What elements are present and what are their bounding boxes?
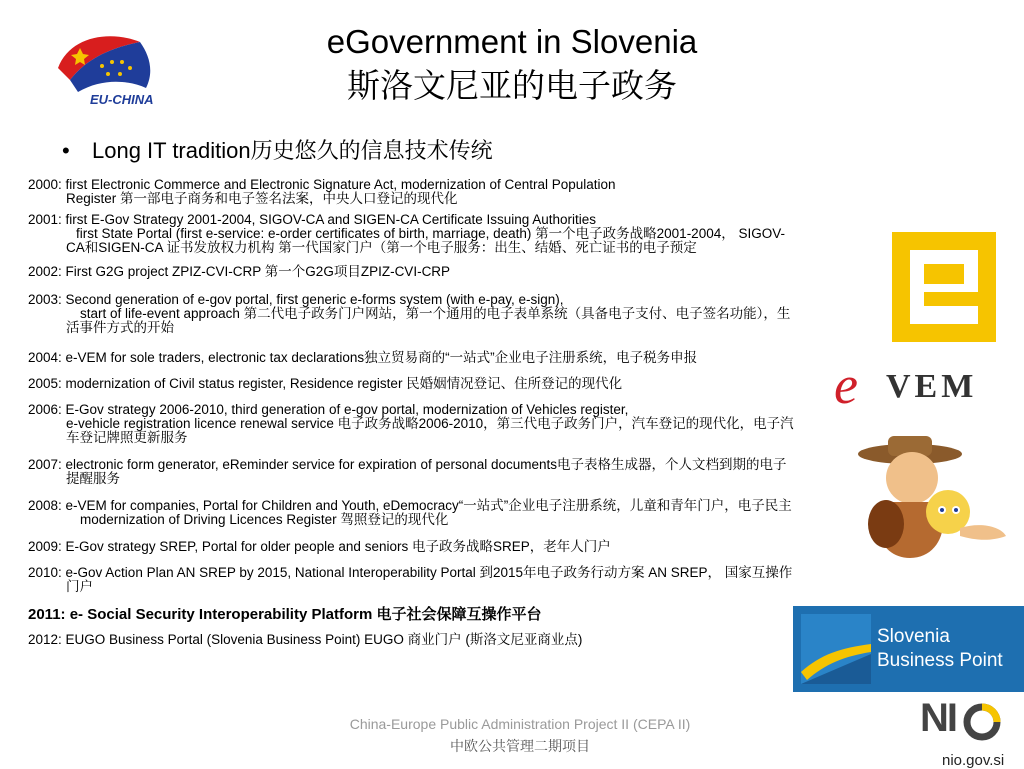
evem-e-icon: e (834, 355, 858, 415)
timeline-entry-2011 (28, 606, 800, 623)
page-title-chinese: 斯洛文尼亚的电子政务 (347, 67, 677, 104)
nio-circle-icon (962, 702, 1002, 742)
evem-logo (834, 355, 1004, 418)
timeline-entry-2004 (28, 351, 800, 365)
bullet-text: Long IT tradition历史悠久的信息技术传统 (92, 138, 493, 163)
timeline-entry-2001 (28, 213, 800, 255)
entry-line: Register 第一部电子商务和电子签名法案，中央人口登记的现代化 (66, 191, 458, 206)
timeline-entry-2003 (28, 293, 800, 335)
entry-line: start of life-event approach 第二代电子政务门户网站，第一个通用的电子表单系统（具备电子支付、电子签名功能），生活事件方式的开始 (66, 306, 791, 335)
sbp-line2: Business Point (877, 650, 1003, 671)
footer-project-name-chinese: 中欧公共管理二期项目 (450, 738, 590, 754)
footer-project-name: China-Europe Public Administration Project II (CEPA II) (349, 716, 691, 732)
timeline-entry-2006 (28, 403, 800, 445)
page-title: eGovernment in Slovenia (326, 23, 698, 60)
entry-line: 2008: e-VEM for companies, Portal for Children and Youth, eDemocracy“一站式”企业电子注册系统，儿童和青年门户，电子民主 (28, 498, 792, 513)
timeline-entry-2000 (28, 178, 800, 206)
slovenia-business-point-logo (793, 606, 1024, 692)
entry-line: modernization of Driving Licences Register 驾照登记的现代化 (80, 512, 449, 527)
entry-line: 2003: Second generation of e-gov portal, first generic e-forms system (with e-pay, e-sign), (28, 292, 564, 307)
timeline-entry-2007 (28, 458, 800, 486)
nio-logo (918, 696, 1008, 750)
entry-line: 2002: First G2G project ZPIZ-CVI-CRP 第一个G2G项目ZPIZ-CVI-CRP (28, 264, 451, 279)
entry-line: first State Portal (first e-service: e-order certificates of birth, marriage, death) 第一个电子政务战略2001-2004， SIGOV-CA和SIGEN-CA 证书发放权力机构 第一代国家门户（第一个电子服务：出生、结婚、死亡证书的电子预定 (66, 226, 785, 255)
entry-line: 2010: e-Gov Action Plan AN SREP by 2015, National Interoperability Portal 到2015年电子政务行动方案 AN SREP， 国家互操作门户 (28, 565, 793, 594)
entry-line: 2004: e-VEM for sole traders, electronic tax declarations独立贸易商的“一站式”企业电子注册系统，电子税务申报 (28, 350, 698, 365)
e-logo-graphic (892, 232, 996, 342)
yellow-e-logo (892, 232, 996, 342)
bullet-dot: • (62, 138, 70, 163)
timeline-entry-2005 (28, 377, 800, 391)
entry-line: 2001: first E-Gov Strategy 2001-2004, SIGOV-CA and SIGEN-CA Certificate Issuing Authorities (28, 212, 597, 227)
timeline-entry-2002 (28, 265, 800, 279)
entry-line: 2000: first Electronic Commerce and Electronic Signature Act, modernization of Central Population (28, 177, 616, 192)
timeline-list (28, 178, 800, 647)
sbp-line1: Slovenia (877, 626, 950, 647)
entry-line: 2005: modernization of Civil status register, Residence register 民婚姻情况登记、住所登记的现代化 (28, 376, 623, 391)
entry-line: 2007: electronic form generator, eReminder service for expiration of personal documents电子表格生成器，个人文档到期的电子提醒服务 (28, 457, 787, 486)
entry-line: 2006: E-Gov strategy 2006-2010, third generation of e-gov portal, modernization of Vehicles register, (28, 402, 629, 417)
entry-line: 2011: e- Social Security Interoperability Platform 电子社会保障互操作平台 (28, 606, 542, 623)
nio-mark: NI (920, 696, 956, 740)
entry-line: 2009: E-Gov strategy SREP, Portal for older people and seniors 电子政务战略SREP，老年人门户 (28, 539, 611, 554)
timeline-entry-2008 (28, 499, 800, 527)
sbp-graphic (801, 614, 871, 684)
entry-line: 2012: EUGO Business Portal (Slovenia Business Point) EUGO 商业门户 (斯洛文尼亚商业点) (28, 632, 583, 647)
evem-text: VEM (886, 368, 978, 405)
timeline-entry-2010 (28, 566, 800, 594)
cartoon-cowboy-illustration (840, 432, 1010, 562)
timeline-entry-2009 (28, 540, 800, 554)
entry-line: e-vehicle registration licence renewal service 电子政务战略2006-2010，第三代电子政务门户，汽车登记的现代化，电子汽车登记牌照更新服务 (66, 416, 794, 445)
bullet-heading (62, 136, 493, 166)
eu-china-logo-label: EU-CHINA (90, 92, 154, 107)
timeline-entry-2012 (28, 633, 800, 647)
nio-url: nio.gov.si (942, 752, 1005, 769)
cowboy-cartoon-graphic (840, 432, 1010, 562)
